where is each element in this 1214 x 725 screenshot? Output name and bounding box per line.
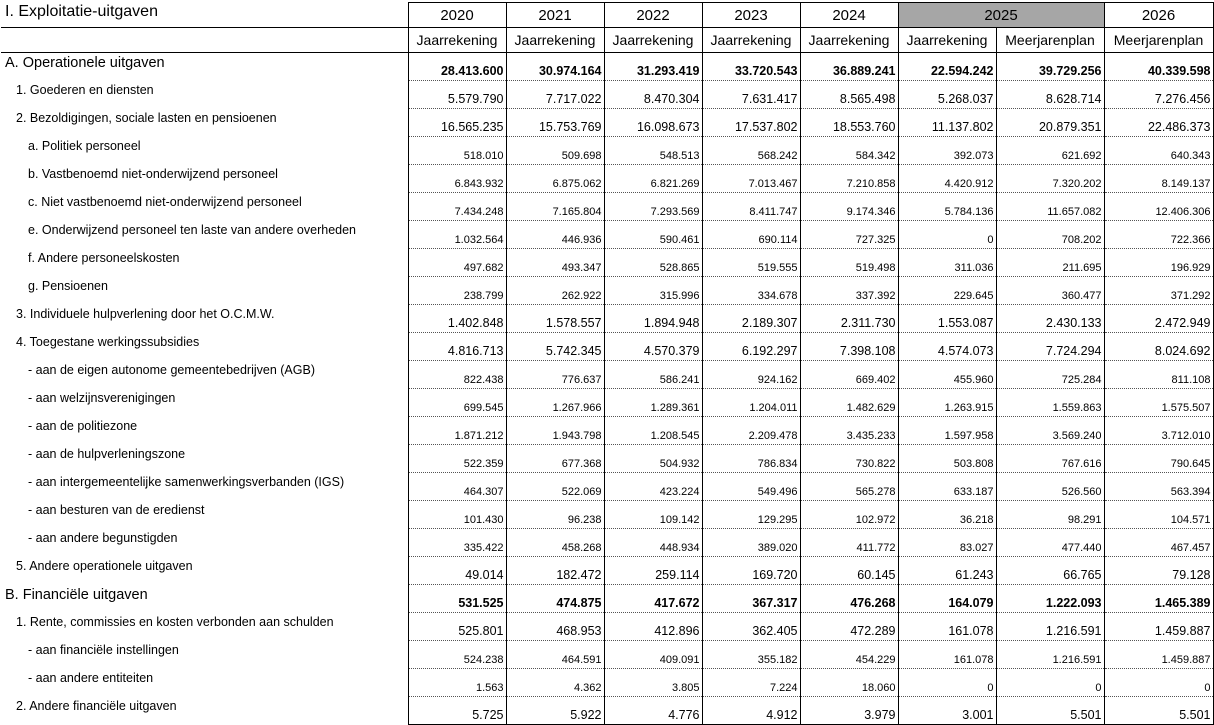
cell-value: 493.347 xyxy=(506,249,604,277)
cell-value: 519.498 xyxy=(800,249,898,277)
table-row xyxy=(1,277,1213,305)
cell-value: 83.027 xyxy=(898,529,996,557)
cell-value: 1.482.629 xyxy=(800,389,898,417)
cell-value: 4.776 xyxy=(604,697,702,725)
table-row xyxy=(1,501,1213,529)
cell-value: 472.289 xyxy=(800,613,898,641)
cell-value: 335.422 xyxy=(408,529,506,557)
cell-value: 104.571 xyxy=(1104,501,1213,529)
row-label: - aan welzijnsverenigingen xyxy=(28,390,176,405)
cell-value: 18.060 xyxy=(800,669,898,697)
cell-value: 1.267.966 xyxy=(506,389,604,417)
cell-value: 4.574.073 xyxy=(898,333,996,361)
cell-value: 568.242 xyxy=(702,137,800,165)
cell-value: 40.339.598 xyxy=(1104,53,1213,81)
cell-value: 96.238 xyxy=(506,501,604,529)
cell-value: 730.822 xyxy=(800,445,898,473)
table-row xyxy=(1,53,1213,81)
cell-value: 169.720 xyxy=(702,557,800,585)
table-row xyxy=(1,529,1213,557)
exploitation-expenses-table xyxy=(1,2,1214,725)
cell-value: 2.430.133 xyxy=(996,305,1104,333)
table-row xyxy=(1,613,1213,641)
cell-value: 423.224 xyxy=(604,473,702,501)
table-row xyxy=(1,333,1213,361)
cell-value: 522.069 xyxy=(506,473,604,501)
cell-value: 79.128 xyxy=(1104,557,1213,585)
table-body xyxy=(1,53,1213,725)
cell-value: 1.943.798 xyxy=(506,417,604,445)
table-row xyxy=(1,361,1213,389)
cell-value: 504.932 xyxy=(604,445,702,473)
cell-value: 360.477 xyxy=(996,277,1104,305)
cell-value: 1.263.915 xyxy=(898,389,996,417)
cell-value: 7.293.569 xyxy=(604,193,702,221)
cell-value: 3.001 xyxy=(898,697,996,725)
cell-value: 18.553.760 xyxy=(800,109,898,137)
row-label: 3. Individuele hulpverlening door het O.C.M.W. xyxy=(16,306,275,321)
cell-value: 525.801 xyxy=(408,613,506,641)
cell-value: 725.284 xyxy=(996,361,1104,389)
table-row xyxy=(1,697,1213,725)
cell-value: 8.411.747 xyxy=(702,193,800,221)
row-label: 2. Bezoldigingen, sociale lasten en pensioenen xyxy=(16,110,277,125)
cell-value: 528.865 xyxy=(604,249,702,277)
cell-value: 334.678 xyxy=(702,277,800,305)
cell-value: 33.720.543 xyxy=(702,53,800,81)
cell-value: 412.896 xyxy=(604,613,702,641)
cell-value: 182.472 xyxy=(506,557,604,585)
cell-value: 2.189.307 xyxy=(702,305,800,333)
cell-value: 129.295 xyxy=(702,501,800,529)
cell-value: 1.894.948 xyxy=(604,305,702,333)
cell-value: 7.320.202 xyxy=(996,165,1104,193)
cell-value: 6.843.932 xyxy=(408,165,506,193)
cell-value: 519.555 xyxy=(702,249,800,277)
table-row xyxy=(1,557,1213,585)
cell-value: 3.569.240 xyxy=(996,417,1104,445)
cell-value: 6.821.269 xyxy=(604,165,702,193)
table-row xyxy=(1,641,1213,669)
cell-value: 8.628.714 xyxy=(996,81,1104,109)
cell-value: 548.513 xyxy=(604,137,702,165)
cell-value: 509.698 xyxy=(506,137,604,165)
cell-value: 16.565.235 xyxy=(408,109,506,137)
year-header-2022: 2022 xyxy=(604,3,702,28)
cell-value: 367.317 xyxy=(702,585,800,613)
row-label: A. Operationele uitgaven xyxy=(5,55,165,71)
cell-value: 98.291 xyxy=(996,501,1104,529)
cell-value: 20.879.351 xyxy=(996,109,1104,137)
row-label: g. Pensioenen xyxy=(28,278,108,293)
cell-value: 455.960 xyxy=(898,361,996,389)
cell-value: 211.695 xyxy=(996,249,1104,277)
cell-value: 5.784.136 xyxy=(898,193,996,221)
cell-value: 7.165.804 xyxy=(506,193,604,221)
cell-value: 311.036 xyxy=(898,249,996,277)
cell-value: 522.359 xyxy=(408,445,506,473)
year-header-2021: 2021 xyxy=(506,3,604,28)
cell-value: 0 xyxy=(996,669,1104,697)
cell-value: 699.545 xyxy=(408,389,506,417)
cell-value: 39.729.256 xyxy=(996,53,1104,81)
cell-value: 468.953 xyxy=(506,613,604,641)
cell-value: 7.631.417 xyxy=(702,81,800,109)
cell-value: 1.575.507 xyxy=(1104,389,1213,417)
row-label: 2. Andere financiële uitgaven xyxy=(16,698,177,713)
cell-value: 11.137.802 xyxy=(898,109,996,137)
cell-value: 17.537.802 xyxy=(702,109,800,137)
subheader: Meerjarenplan xyxy=(1104,28,1213,53)
cell-value: 565.278 xyxy=(800,473,898,501)
row-label: - aan financiële instellingen xyxy=(28,642,179,657)
cell-value: 66.765 xyxy=(996,557,1104,585)
cell-value: 448.934 xyxy=(604,529,702,557)
cell-value: 60.145 xyxy=(800,557,898,585)
header-spacer xyxy=(1,28,408,53)
subheader: Jaarrekening xyxy=(800,28,898,53)
cell-value: 8.565.498 xyxy=(800,81,898,109)
cell-value: 524.238 xyxy=(408,641,506,669)
table-row xyxy=(1,585,1213,613)
subheader: Jaarrekening xyxy=(898,28,996,53)
cell-value: 7.013.467 xyxy=(702,165,800,193)
cell-value: 371.292 xyxy=(1104,277,1213,305)
cell-value: 1.563 xyxy=(408,669,506,697)
table-row xyxy=(1,249,1213,277)
cell-value: 61.243 xyxy=(898,557,996,585)
table-row xyxy=(1,417,1213,445)
cell-value: 5.579.790 xyxy=(408,81,506,109)
cell-value: 6.192.297 xyxy=(702,333,800,361)
cell-value: 1.597.958 xyxy=(898,417,996,445)
cell-value: 776.637 xyxy=(506,361,604,389)
table-row xyxy=(1,221,1213,249)
cell-value: 1.459.887 xyxy=(1104,641,1213,669)
cell-value: 0 xyxy=(898,669,996,697)
cell-value: 621.692 xyxy=(996,137,1104,165)
cell-value: 474.875 xyxy=(506,585,604,613)
subheader: Jaarrekening xyxy=(506,28,604,53)
cell-value: 503.808 xyxy=(898,445,996,473)
cell-value: 822.438 xyxy=(408,361,506,389)
cell-value: 677.368 xyxy=(506,445,604,473)
row-label: 1. Goederen en diensten xyxy=(16,82,154,97)
cell-value: 164.079 xyxy=(898,585,996,613)
cell-value: 476.268 xyxy=(800,585,898,613)
row-label: e. Onderwijzend personeel ten laste van andere overheden xyxy=(28,222,356,237)
cell-value: 3.805 xyxy=(604,669,702,697)
row-label: - aan besturen van de eredienst xyxy=(28,502,205,517)
row-label: - aan de eigen autonome gemeentebedrijven (AGB) xyxy=(28,362,315,377)
table-row xyxy=(1,165,1213,193)
cell-value: 15.753.769 xyxy=(506,109,604,137)
cell-value: 28.413.600 xyxy=(408,53,506,81)
cell-value: 0 xyxy=(1104,669,1213,697)
cell-value: 315.996 xyxy=(604,277,702,305)
cell-value: 2.209.478 xyxy=(702,417,800,445)
row-label: - aan intergemeentelijke samenwerkingsverbanden (IGS) xyxy=(28,474,345,489)
cell-value: 259.114 xyxy=(604,557,702,585)
cell-value: 7.717.022 xyxy=(506,81,604,109)
cell-value: 409.091 xyxy=(604,641,702,669)
cell-value: 454.229 xyxy=(800,641,898,669)
cell-value: 518.010 xyxy=(408,137,506,165)
cell-value: 549.496 xyxy=(702,473,800,501)
table-row xyxy=(1,193,1213,221)
row-label: B. Financiële uitgaven xyxy=(5,586,148,603)
cell-value: 1.465.389 xyxy=(1104,585,1213,613)
cell-value: 640.343 xyxy=(1104,137,1213,165)
cell-value: 16.098.673 xyxy=(604,109,702,137)
cell-value: 392.073 xyxy=(898,137,996,165)
cell-value: 36.889.241 xyxy=(800,53,898,81)
cell-value: 1.559.863 xyxy=(996,389,1104,417)
cell-value: 4.570.379 xyxy=(604,333,702,361)
cell-value: 7.434.248 xyxy=(408,193,506,221)
cell-value: 22.486.373 xyxy=(1104,109,1213,137)
cell-value: 36.218 xyxy=(898,501,996,529)
table-row xyxy=(1,389,1213,417)
cell-value: 8.149.137 xyxy=(1104,165,1213,193)
cell-value: 1.578.557 xyxy=(506,305,604,333)
cell-value: 7.210.858 xyxy=(800,165,898,193)
cell-value: 446.936 xyxy=(506,221,604,249)
cell-value: 109.142 xyxy=(604,501,702,529)
cell-value: 1.459.887 xyxy=(1104,613,1213,641)
cell-value: 229.645 xyxy=(898,277,996,305)
cell-value: 101.430 xyxy=(408,501,506,529)
cell-value: 1.402.848 xyxy=(408,305,506,333)
cell-value: 1.553.087 xyxy=(898,305,996,333)
cell-value: 633.187 xyxy=(898,473,996,501)
cell-value: 526.560 xyxy=(996,473,1104,501)
row-label: - aan de hulpverleningszone xyxy=(28,446,186,461)
cell-value: 2.472.949 xyxy=(1104,305,1213,333)
cell-value: 417.672 xyxy=(604,585,702,613)
cell-value: 563.394 xyxy=(1104,473,1213,501)
subheader: Jaarrekening xyxy=(702,28,800,53)
cell-value: 1.871.212 xyxy=(408,417,506,445)
cell-value: 5.268.037 xyxy=(898,81,996,109)
cell-value: 669.402 xyxy=(800,361,898,389)
row-label: f. Andere personeelskosten xyxy=(28,250,180,265)
cell-value: 7.276.456 xyxy=(1104,81,1213,109)
cell-value: 584.342 xyxy=(800,137,898,165)
cell-value: 49.014 xyxy=(408,557,506,585)
cell-value: 262.922 xyxy=(506,277,604,305)
cell-value: 5.742.345 xyxy=(506,333,604,361)
cell-value: 389.020 xyxy=(702,529,800,557)
cell-value: 7.398.108 xyxy=(800,333,898,361)
row-label: 1. Rente, commissies en kosten verbonden aan schulden xyxy=(16,614,334,629)
row-label: 4. Toegestane werkingssubsidies xyxy=(16,334,200,349)
cell-value: 4.912 xyxy=(702,697,800,725)
row-label: - aan andere entiteiten xyxy=(28,670,154,685)
cell-value: 811.108 xyxy=(1104,361,1213,389)
cell-value: 722.366 xyxy=(1104,221,1213,249)
cell-value: 5.922 xyxy=(506,697,604,725)
cell-value: 1.216.591 xyxy=(996,641,1104,669)
cell-value: 1.204.011 xyxy=(702,389,800,417)
cell-value: 767.616 xyxy=(996,445,1104,473)
row-label: b. Vastbenoemd niet-onderwijzend personeel xyxy=(28,166,278,181)
cell-value: 4.362 xyxy=(506,669,604,697)
table-row xyxy=(1,473,1213,501)
cell-value: 6.875.062 xyxy=(506,165,604,193)
cell-value: 161.078 xyxy=(898,641,996,669)
year-header-2026: 2026 xyxy=(1104,3,1213,28)
cell-value: 8.024.692 xyxy=(1104,333,1213,361)
cell-value: 786.834 xyxy=(702,445,800,473)
cell-value: 12.406.306 xyxy=(1104,193,1213,221)
table-row xyxy=(1,109,1213,137)
cell-value: 4.816.713 xyxy=(408,333,506,361)
cell-value: 8.470.304 xyxy=(604,81,702,109)
cell-value: 790.645 xyxy=(1104,445,1213,473)
cell-value: 497.682 xyxy=(408,249,506,277)
cell-value: 5.501 xyxy=(1104,697,1213,725)
cell-value: 531.525 xyxy=(408,585,506,613)
cell-value: 337.392 xyxy=(800,277,898,305)
cell-value: 3.712.010 xyxy=(1104,417,1213,445)
cell-value: 30.974.164 xyxy=(506,53,604,81)
cell-value: 11.657.082 xyxy=(996,193,1104,221)
cell-value: 690.114 xyxy=(702,221,800,249)
cell-value: 464.591 xyxy=(506,641,604,669)
cell-value: 238.799 xyxy=(408,277,506,305)
cell-value: 31.293.419 xyxy=(604,53,702,81)
year-header-2025: 2025 xyxy=(898,3,1104,28)
row-label: - aan de politiezone xyxy=(28,418,138,433)
row-label: - aan andere begunstigden xyxy=(28,530,178,545)
cell-value: 1.222.093 xyxy=(996,585,1104,613)
table-row xyxy=(1,445,1213,473)
cell-value: 477.440 xyxy=(996,529,1104,557)
cell-value: 2.311.730 xyxy=(800,305,898,333)
cell-value: 196.929 xyxy=(1104,249,1213,277)
row-label: c. Niet vastbenoemd niet-onderwijzend personeel xyxy=(28,194,302,209)
cell-value: 1.289.361 xyxy=(604,389,702,417)
year-header-2024: 2024 xyxy=(800,3,898,28)
cell-value: 7.724.294 xyxy=(996,333,1104,361)
cell-value: 5.725 xyxy=(408,697,506,725)
cell-value: 4.420.912 xyxy=(898,165,996,193)
cell-value: 727.325 xyxy=(800,221,898,249)
cell-value: 458.268 xyxy=(506,529,604,557)
cell-value: 1.032.564 xyxy=(408,221,506,249)
subheader: Meerjarenplan xyxy=(996,28,1104,53)
row-label: a. Politiek personeel xyxy=(28,138,141,153)
cell-value: 362.405 xyxy=(702,613,800,641)
cell-value: 161.078 xyxy=(898,613,996,641)
cell-value: 467.457 xyxy=(1104,529,1213,557)
table-title: I. Exploitatie-uitgaven xyxy=(1,3,408,28)
cell-value: 708.202 xyxy=(996,221,1104,249)
table-row xyxy=(1,81,1213,109)
row-label: 5. Andere operationele uitgaven xyxy=(16,558,193,573)
cell-value: 1.208.545 xyxy=(604,417,702,445)
cell-value: 1.216.591 xyxy=(996,613,1104,641)
cell-value: 355.182 xyxy=(702,641,800,669)
cell-value: 924.162 xyxy=(702,361,800,389)
cell-value: 102.972 xyxy=(800,501,898,529)
table-row xyxy=(1,669,1213,697)
cell-value: 5.501 xyxy=(996,697,1104,725)
table-row xyxy=(1,137,1213,165)
subheader: Jaarrekening xyxy=(408,28,506,53)
cell-value: 3.435.233 xyxy=(800,417,898,445)
cell-value: 586.241 xyxy=(604,361,702,389)
cell-value: 590.461 xyxy=(604,221,702,249)
cell-value: 7.224 xyxy=(702,669,800,697)
cell-value: 22.594.242 xyxy=(898,53,996,81)
cell-value: 0 xyxy=(898,221,996,249)
subheader: Jaarrekening xyxy=(604,28,702,53)
cell-value: 9.174.346 xyxy=(800,193,898,221)
cell-value: 464.307 xyxy=(408,473,506,501)
year-header-2023: 2023 xyxy=(702,3,800,28)
cell-value: 411.772 xyxy=(800,529,898,557)
table-row xyxy=(1,305,1213,333)
year-header-2020: 2020 xyxy=(408,3,506,28)
cell-value: 3.979 xyxy=(800,697,898,725)
